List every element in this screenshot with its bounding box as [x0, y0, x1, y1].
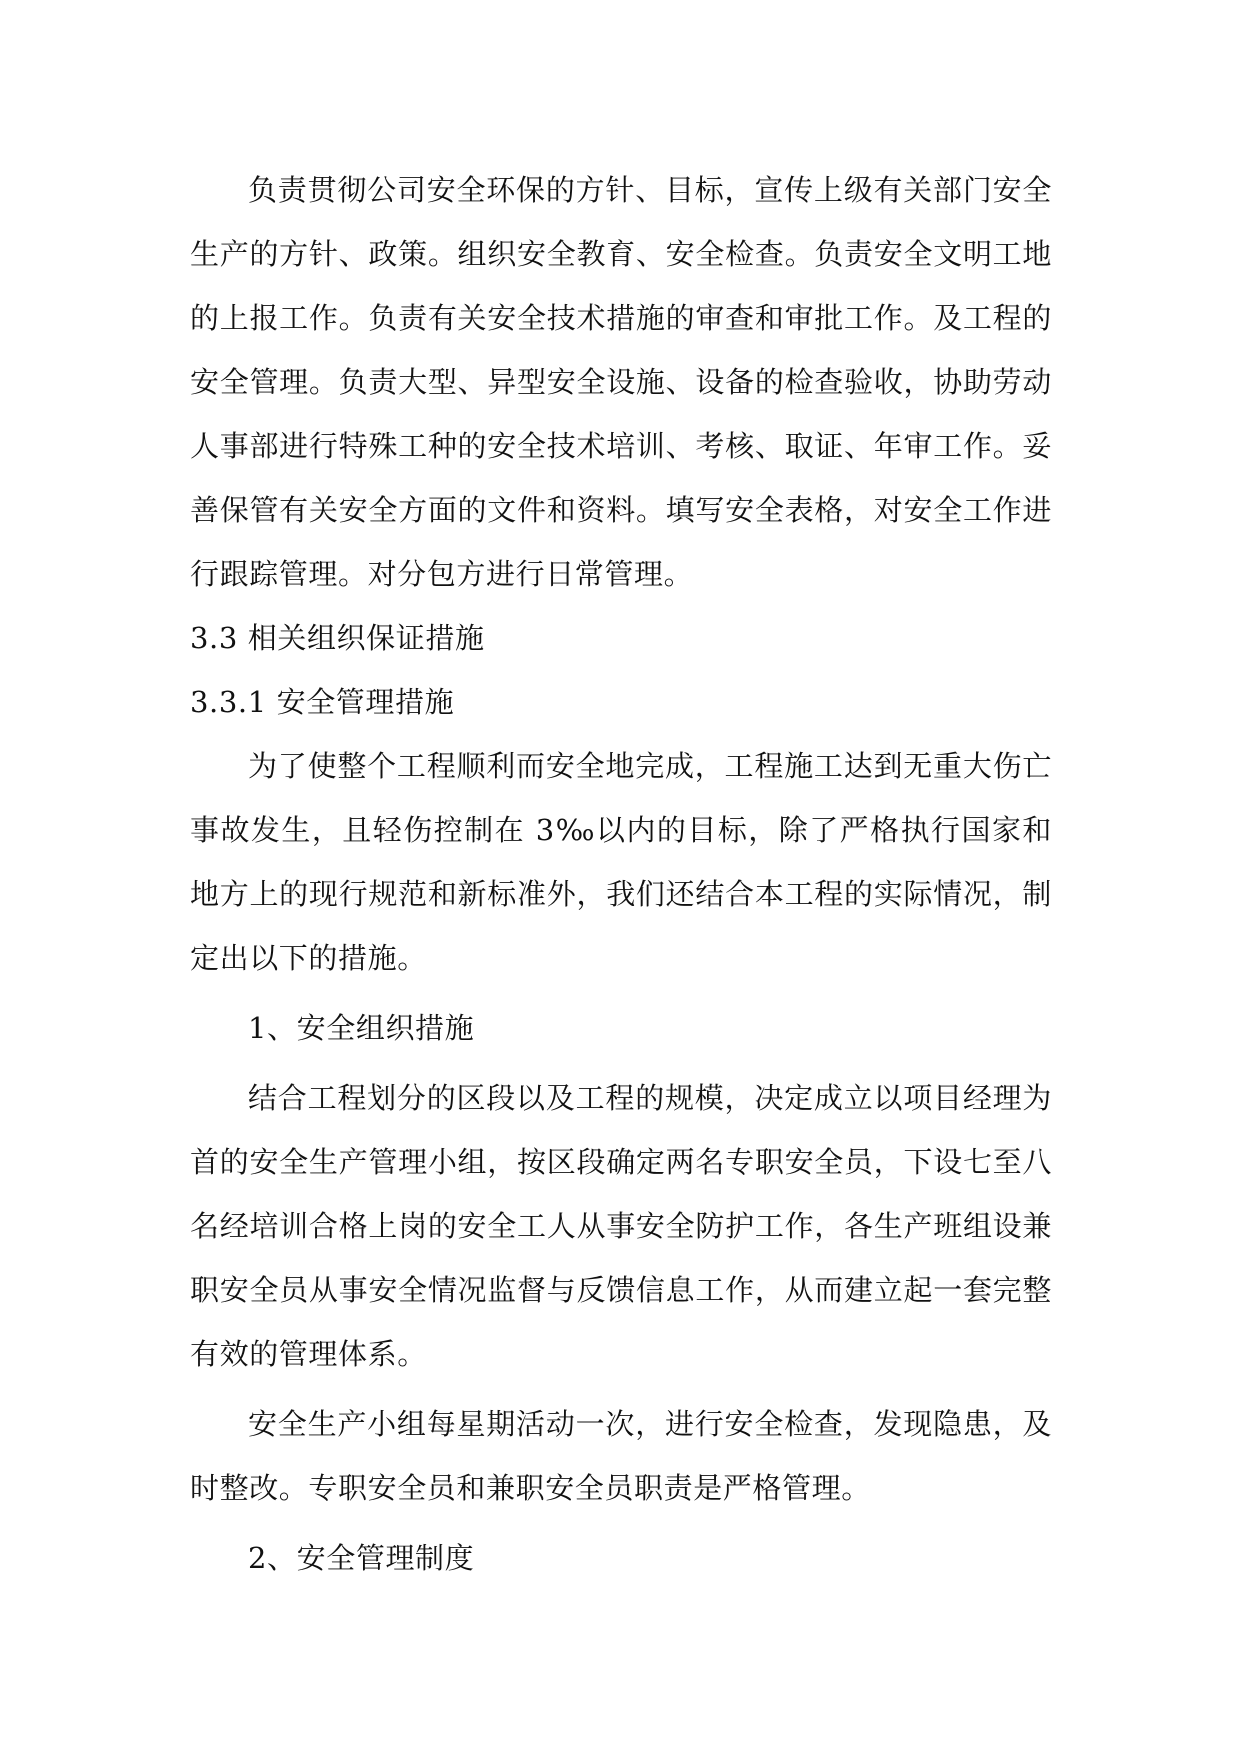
paragraph-safety-group: 安全生产小组每星期活动一次，进行安全检查，发现隐患，及时整改。专职安全员和兼职安全员职责是严格管理。	[190, 1407, 1052, 1505]
paragraph-safety-organization: 结合工程划分的区段以及工程的规模，决定成立以项目经理为首的安全生产管理小组，按区段确定两名专职安全员，下设七至八名经培训合格上岗的安全工人从事安全防护工作，各生产班组设兼职安全员从事安全情况监督与反馈信息工作，从而建立起一套完整有效的管理体系。	[190, 1081, 1052, 1371]
paragraph-safety-goal: 为了使整个工程顺利而安全地完成，工程施工达到无重大伤亡事故发生，且轻伤控制在 3‰以内的目标，除了严格执行国家和地方上的现行规范和新标准外，我们还结合本工程的实际情况，制定出以下的措施。	[190, 749, 1052, 975]
item-heading-safety-organization: 1、安全组织措施	[248, 1011, 475, 1045]
item-heading-safety-rules: 2、安全管理制度	[248, 1541, 475, 1575]
document-body	[190, 158, 1052, 1590]
section-heading-3-3-1: 3.3.1 安全管理措施	[190, 685, 455, 719]
section-heading-3-3: 3.3 相关组织保证措施	[190, 621, 485, 655]
paragraph-safety-duties: 负责贯彻公司安全环保的方针、目标，宣传上级有关部门安全生产的方针、政策。组织安全教育、安全检查。负责安全文明工地的上报工作。负责有关安全技术措施的审查和审批工作。及工程的安全管理。负责大型、异型安全设施、设备的检查验收，协助劳动人事部进行特殊工种的安全技术培训、考核、取证、年审工作。妥善保管有关安全方面的文件和资料。填写安全表格，对安全工作进行跟踪管理。对分包方进行日常管理。	[190, 173, 1052, 591]
